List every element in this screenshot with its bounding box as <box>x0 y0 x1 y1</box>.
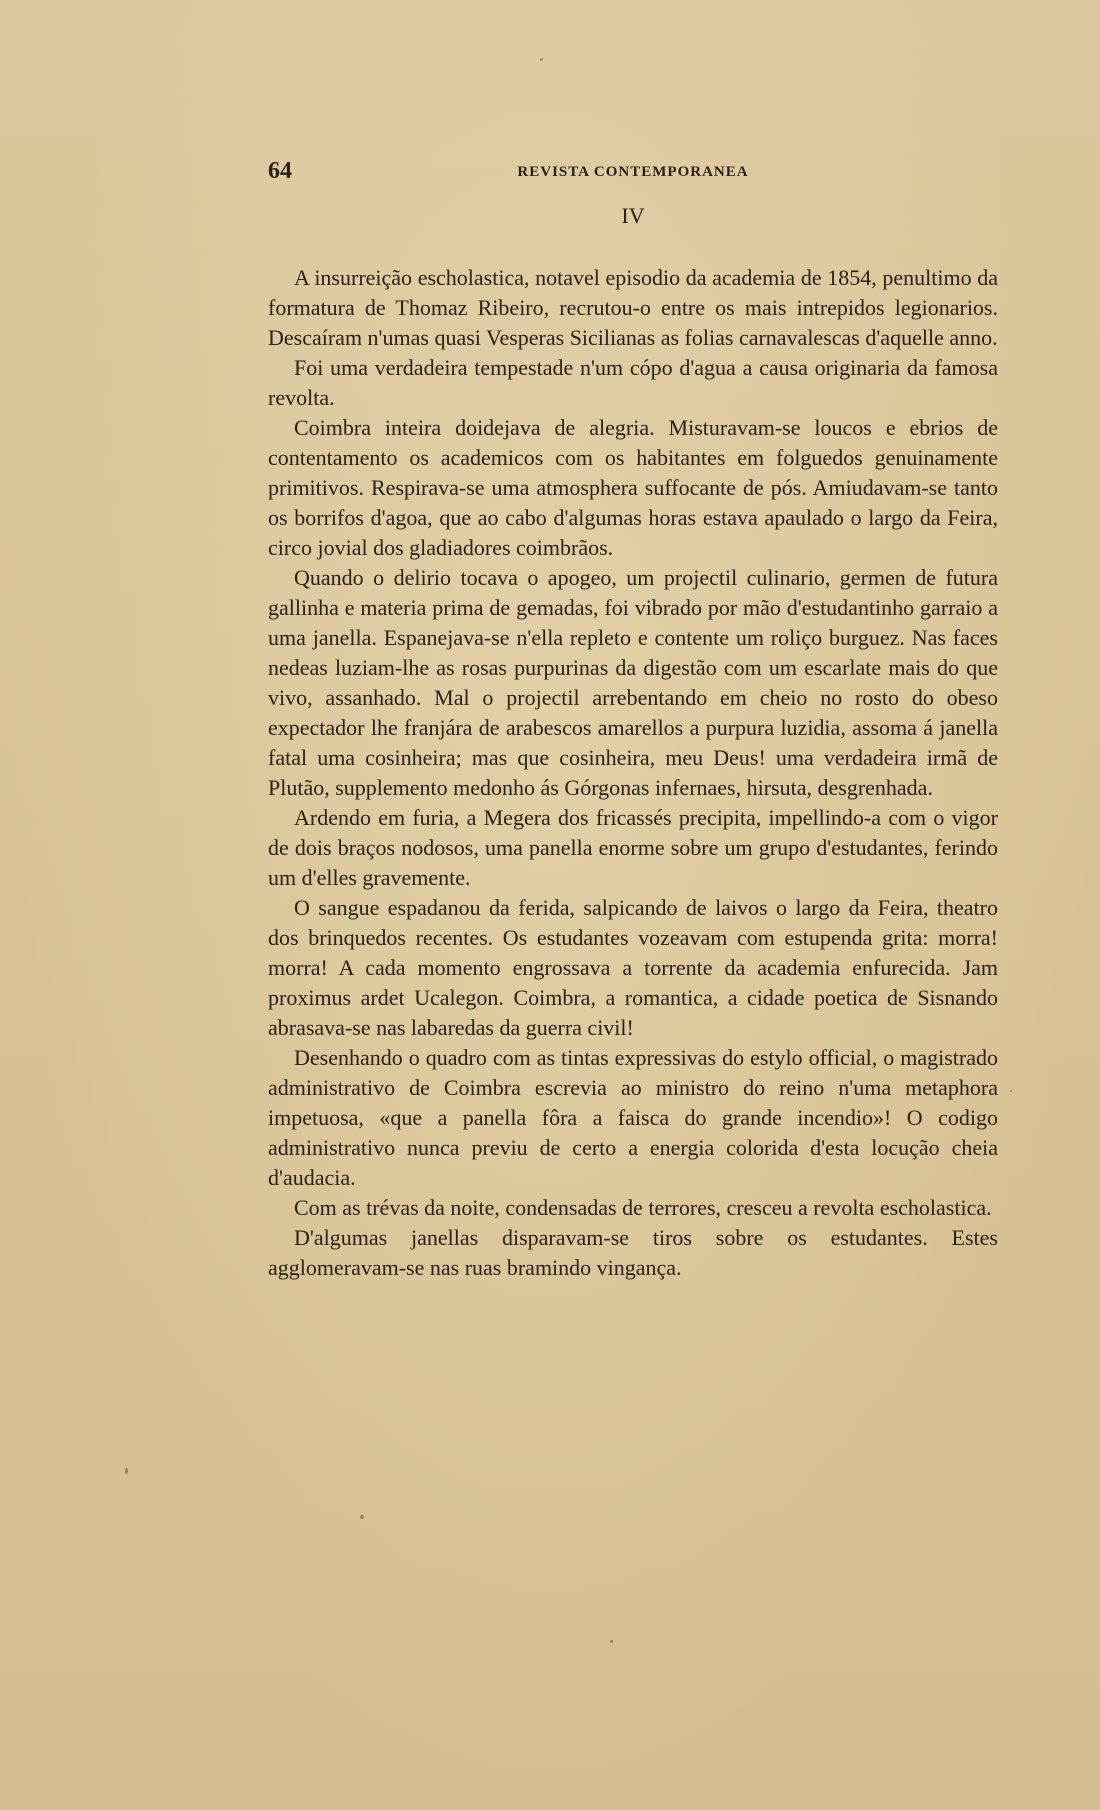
paragraph: Coimbra inteira doidejava de alegria. Misturavam-se loucos e ebrios de contentamento os academicos com os habitantes em folguedos genuinamente primitivos. Respirava-se uma atmosphera suffocante de pós. Amiudavam-se tanto os borrifos d'agoa, que ao cabo d'algumas horas estava apaulado o largo da Feira, circo jovial dos gladiadores coimbrãos. <box>268 415 998 560</box>
paragraph: Desenhando o quadro com as tintas expressivas do estylo official, o magistrado administrativo de Coimbra escrevia ao ministro do reino n'uma metaphora impetuosa, «que a panella fôra a faisca do grande incendio»! O codigo administrativo nunca previu de certo a energia colorida d'esta locução cheia d'audacia. <box>268 1045 998 1190</box>
paragraph: Com as trévas da noite, condensadas de terrores, cresceu a revolta escholastica. <box>294 1195 992 1220</box>
paper-speck <box>1010 1090 1012 1092</box>
paragraph: Quando o delirio tocava o apogeo, um projectil culinario, germen de futura gallinha e materia prima de gemadas, foi vibrado por mão d'estudantinho garraio a uma janella. Espanejava-se n'ella repleto e contente um roliço burguez. Nas faces nedeas luziam-lhe as rosas purpurinas da digestão com um escarlate mais do que vivo, assanhado. Mal o projectil arrebentando em cheio no rosto do obeso expectador lhe franjára de arabescos amarellos a purpura luzidia, assoma á janella fatal uma cosinheira; mas que cosinheira, meu Deus! uma verdadeira irmã de Plutão, supplemento medonho ás Górgonas infernaes, hirsuta, desgrenhada. <box>268 565 998 800</box>
running-title: REVISTA CONTEMPORANEA <box>517 164 749 180</box>
paragraph: D'algumas janellas disparavam-se tiros sobre os estudantes. Estes agglomeravam-se nas ruas bramindo vingança. <box>268 1225 998 1280</box>
page-number: 64 <box>268 158 292 184</box>
paragraph: Foi uma verdadeira tempestade n'um cópo d'agua a causa originaria da famosa revolta. <box>268 355 998 410</box>
paragraph: Ardendo em furia, a Megera dos fricassés precipita, impellindo-a com o vigor de dois braços nodosos, uma panella enorme sobre um grupo d'estudantes, ferindo um d'elles gravemente. <box>268 805 998 890</box>
paragraph: A insurreição escholastica, notavel episodio da academia de 1854, penultimo da formatura de Thomaz Ribeiro, recrutou-o entre os mais intrepidos legionarios. Descaíram n'umas quasi Vesperas Sicilianas as folias carnavalescas d'aquelle anno. <box>268 265 998 350</box>
section-numeral: IV <box>621 203 645 228</box>
page-header <box>268 158 998 192</box>
paper-speck <box>540 58 543 61</box>
paragraph: O sangue espadanou da ferida, salpicando de laivos o largo da Feira, theatro dos brinquedos recentes. Os estudantes vozeavam com estupenda grita: morra! morra! A cada momento engrossava a torrente da academia enfurecida. Jam proximus ardet Ucalegon. Coimbra, a romantica, a cidade poetica de Sisnando abrasava-se nas labaredas da guerra civil! <box>268 895 998 1040</box>
body-text <box>268 263 998 1283</box>
paper-speck <box>610 1640 613 1643</box>
paper-speck <box>360 1515 364 1519</box>
paper-speck <box>125 1468 128 1474</box>
